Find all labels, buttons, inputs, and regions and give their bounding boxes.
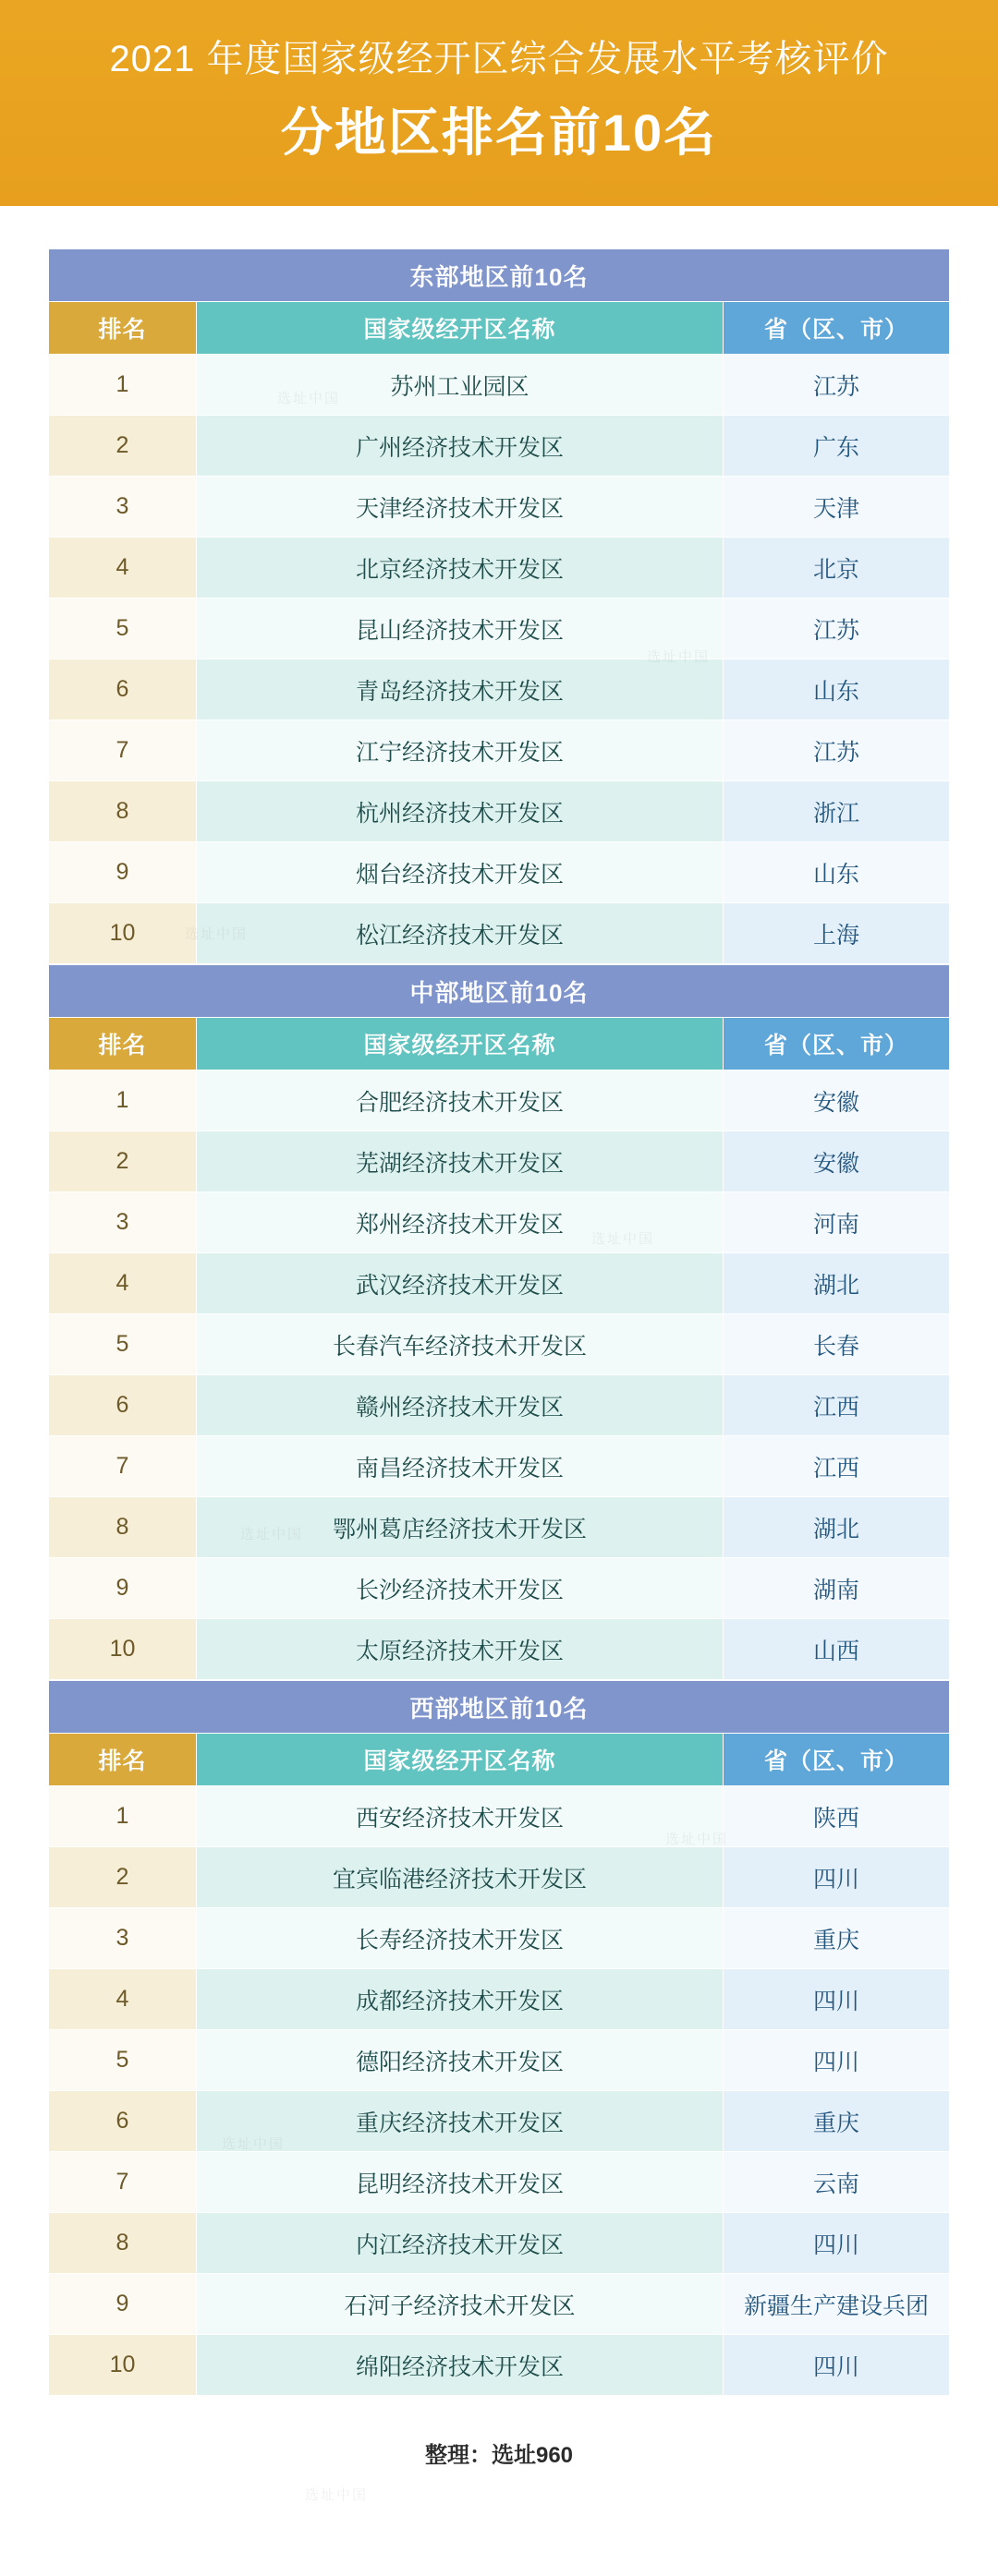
table-row <box>49 355 950 416</box>
column-header-province: 省（区、市） <box>724 1018 950 1070</box>
cell-province: 广东 <box>724 416 950 477</box>
table-row <box>49 781 950 842</box>
cell-rank: 2 <box>49 1847 197 1908</box>
cell-province: 四川 <box>724 2030 950 2091</box>
cell-province: 天津 <box>724 477 950 538</box>
cell-province: 浙江 <box>724 781 950 842</box>
cell-zone: 成都经济技术开发区 <box>197 1969 724 2030</box>
cell-province: 江西 <box>724 1436 950 1497</box>
cell-rank: 3 <box>49 1908 197 1969</box>
section-title-text: 东部地区前10名 <box>49 249 950 302</box>
column-header-zone: 国家级经开区名称 <box>197 1018 724 1070</box>
cell-zone: 武汉经济技术开发区 <box>197 1253 724 1314</box>
column-header-rank: 排名 <box>49 1734 197 1786</box>
cell-zone: 江宁经济技术开发区 <box>197 720 724 781</box>
cell-province: 陕西 <box>724 1786 950 1847</box>
cell-zone: 北京经济技术开发区 <box>197 538 724 599</box>
cell-province: 江苏 <box>724 355 950 416</box>
cell-zone: 南昌经济技术开发区 <box>197 1436 724 1497</box>
table-row <box>49 2274 950 2335</box>
cell-rank: 8 <box>49 781 197 842</box>
cell-rank: 7 <box>49 720 197 781</box>
section-header-west <box>49 1681 950 1734</box>
cell-province: 河南 <box>724 1192 950 1253</box>
table-row <box>49 1436 950 1497</box>
cell-province: 江西 <box>724 1375 950 1436</box>
section-header-east <box>49 249 950 302</box>
cell-rank: 1 <box>49 1070 197 1131</box>
ranking-table-central <box>48 964 950 1680</box>
cell-rank: 1 <box>49 355 197 416</box>
cell-province: 云南 <box>724 2152 950 2213</box>
table-row <box>49 1253 950 1314</box>
ranking-table-east <box>48 248 950 964</box>
cell-rank: 4 <box>49 538 197 599</box>
cell-province: 山西 <box>724 1619 950 1680</box>
cell-zone: 德阳经济技术开发区 <box>197 2030 724 2091</box>
cell-zone: 松江经济技术开发区 <box>197 903 724 964</box>
cell-province: 长春 <box>724 1314 950 1375</box>
cell-zone: 广州经济技术开发区 <box>197 416 724 477</box>
cell-zone: 烟台经济技术开发区 <box>197 842 724 903</box>
cell-rank: 7 <box>49 2152 197 2213</box>
cell-zone: 长寿经济技术开发区 <box>197 1908 724 1969</box>
cell-rank: 8 <box>49 1497 197 1558</box>
cell-zone: 鄂州葛店经济技术开发区 <box>197 1497 724 1558</box>
table-row <box>49 416 950 477</box>
cell-rank: 5 <box>49 599 197 659</box>
cell-rank: 9 <box>49 842 197 903</box>
cell-zone: 青岛经济技术开发区 <box>197 659 724 720</box>
page-header <box>0 0 998 206</box>
cell-province: 江苏 <box>724 599 950 659</box>
cell-rank: 4 <box>49 1969 197 2030</box>
cell-province: 山东 <box>724 659 950 720</box>
table-row <box>49 538 950 599</box>
cell-province: 湖北 <box>724 1497 950 1558</box>
footer-source: 选址960 <box>491 2443 574 2469</box>
watermark: 选址中国 <box>305 2487 369 2503</box>
cell-zone: 重庆经济技术开发区 <box>197 2091 724 2152</box>
section-header-central <box>49 965 950 1018</box>
cell-zone: 赣州经济技术开发区 <box>197 1375 724 1436</box>
table-row <box>49 659 950 720</box>
cell-rank: 3 <box>49 1192 197 1253</box>
table-row <box>49 1969 950 2030</box>
column-header-rank: 排名 <box>49 1018 197 1070</box>
cell-rank: 6 <box>49 1375 197 1436</box>
table-row <box>49 2335 950 2396</box>
footer-credit <box>0 2405 998 2506</box>
footer-label: 整理： <box>424 2443 492 2469</box>
column-header-province: 省（区、市） <box>724 1734 950 1786</box>
cell-province: 四川 <box>724 2213 950 2274</box>
table-row <box>49 720 950 781</box>
cell-province: 新疆生产建设兵团 <box>724 2274 950 2335</box>
cell-rank: 8 <box>49 2213 197 2274</box>
cell-province: 江苏 <box>724 720 950 781</box>
ranking-table-west <box>48 1680 950 2396</box>
cell-rank: 3 <box>49 477 197 538</box>
table-row <box>49 1375 950 1436</box>
table-row <box>49 599 950 659</box>
table-row <box>49 1847 950 1908</box>
table-row <box>49 903 950 964</box>
cell-rank: 2 <box>49 1131 197 1192</box>
table-row <box>49 1619 950 1680</box>
cell-province: 湖北 <box>724 1253 950 1314</box>
column-header-row <box>49 1734 950 1786</box>
section-title-text: 中部地区前10名 <box>49 965 950 1018</box>
cell-province: 四川 <box>724 1969 950 2030</box>
cell-zone: 太原经济技术开发区 <box>197 1619 724 1680</box>
page-title: 分地区排名前10名 <box>280 103 718 162</box>
table-row <box>49 2152 950 2213</box>
cell-zone: 昆明经济技术开发区 <box>197 2152 724 2213</box>
cell-rank: 10 <box>49 903 197 964</box>
cell-rank: 6 <box>49 659 197 720</box>
cell-zone: 昆山经济技术开发区 <box>197 599 724 659</box>
column-header-row <box>49 1018 950 1070</box>
table-row <box>49 2030 950 2091</box>
header-subtitle: 2021 年度国家级经开区综合发展水平考核评价 <box>109 39 889 79</box>
cell-province: 安徽 <box>724 1131 950 1192</box>
cell-zone: 内江经济技术开发区 <box>197 2213 724 2274</box>
cell-province: 湖南 <box>724 1558 950 1619</box>
table-row <box>49 1131 950 1192</box>
table-row <box>49 1070 950 1131</box>
table-row <box>49 1786 950 1847</box>
cell-zone: 长沙经济技术开发区 <box>197 1558 724 1619</box>
cell-rank: 9 <box>49 2274 197 2335</box>
cell-rank: 5 <box>49 2030 197 2091</box>
table-row <box>49 1192 950 1253</box>
table-row <box>49 477 950 538</box>
tables-container <box>0 206 998 2405</box>
table-row <box>49 2091 950 2152</box>
cell-zone: 天津经济技术开发区 <box>197 477 724 538</box>
cell-rank: 9 <box>49 1558 197 1619</box>
cell-province: 山东 <box>724 842 950 903</box>
column-header-row <box>49 302 950 355</box>
cell-rank: 2 <box>49 416 197 477</box>
column-header-rank: 排名 <box>49 302 197 355</box>
table-row <box>49 1908 950 1969</box>
cell-zone: 芜湖经济技术开发区 <box>197 1131 724 1192</box>
cell-province: 北京 <box>724 538 950 599</box>
table-row <box>49 1314 950 1375</box>
cell-rank: 7 <box>49 1436 197 1497</box>
cell-zone: 石河子经济技术开发区 <box>197 2274 724 2335</box>
cell-rank: 6 <box>49 2091 197 2152</box>
cell-zone: 西安经济技术开发区 <box>197 1786 724 1847</box>
cell-province: 四川 <box>724 2335 950 2396</box>
column-header-zone: 国家级经开区名称 <box>197 1734 724 1786</box>
cell-zone: 宜宾临港经济技术开发区 <box>197 1847 724 1908</box>
cell-rank: 1 <box>49 1786 197 1847</box>
cell-zone: 合肥经济技术开发区 <box>197 1070 724 1131</box>
section-title-text: 西部地区前10名 <box>49 1681 950 1734</box>
column-header-zone: 国家级经开区名称 <box>197 302 724 355</box>
cell-rank: 10 <box>49 1619 197 1680</box>
table-row <box>49 2213 950 2274</box>
cell-rank: 5 <box>49 1314 197 1375</box>
cell-zone: 绵阳经济技术开发区 <box>197 2335 724 2396</box>
cell-province: 重庆 <box>724 1908 950 1969</box>
table-row <box>49 1558 950 1619</box>
cell-rank: 4 <box>49 1253 197 1314</box>
cell-zone: 郑州经济技术开发区 <box>197 1192 724 1253</box>
cell-zone: 杭州经济技术开发区 <box>197 781 724 842</box>
cell-province: 安徽 <box>724 1070 950 1131</box>
cell-zone: 长春汽车经济技术开发区 <box>197 1314 724 1375</box>
cell-province: 上海 <box>724 903 950 964</box>
table-row <box>49 1497 950 1558</box>
cell-province: 重庆 <box>724 2091 950 2152</box>
table-row <box>49 842 950 903</box>
cell-province: 四川 <box>724 1847 950 1908</box>
column-header-province: 省（区、市） <box>724 302 950 355</box>
cell-zone: 苏州工业园区 <box>197 355 724 416</box>
cell-rank: 10 <box>49 2335 197 2396</box>
